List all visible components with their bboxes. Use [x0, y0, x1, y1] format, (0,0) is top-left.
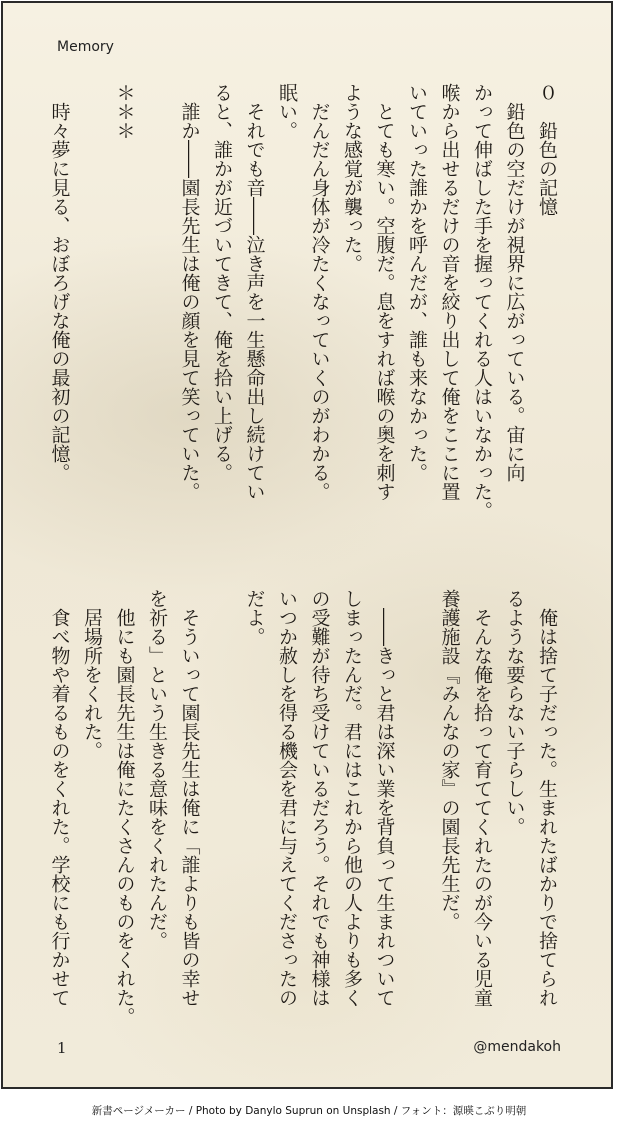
credit-line: 新書ページメーカー / Photo by Danylo Suprun on Unsplash / フォント：源暎こぶり明朝: [91, 1105, 527, 1117]
book-page: [1, 1, 613, 1089]
page-header-title: Memory: [57, 39, 114, 55]
vertical-text-block-upper: ０ 鉛色の記憶 鉛色の空だけが視界に広がっている。宙に向 かって伸ばした手を握ってくれる人はいなかった。 喉から出せるだけの音を絞り出して俺をここに置 いていった誰かを呼んだが、誰も来なかった。 とても寒い。空腹だ。息をすれば喉の奥を刺す ような感覚が襲った。 だんだん身体が冷たくなっていくのがわかる。 眠い。 それでも音――泣き声を一生懸命出し続けてい ると、誰かが近づいてきて、俺を拾い上げる。 誰か――園長先生は俺の顔を見て笑っていた。 ＊＊＊ 時々夢に見る、おぼろげな俺の最初の記憶。: [48, 83, 558, 520]
author-handle: @mendakoh: [473, 1039, 561, 1055]
page-number: 1: [57, 1039, 67, 1057]
vertical-text-block-lower: 俺は捨て子だった。生まれたばかりで捨てられ るような要らない子らしい。 そんな俺を拾って育ててくれたのが今いる児童 養護施設『みんなの家』の園長先生だ。 ――きっと君は深い業を背負って生まれついて しまったんだ。君にはこれから他の人よりも多く の受難が待ち受けているだろう。それでも神様は いつか赦しを得る機会を君に与えてくださったの だよ。 そういって園長先生は俺に「誰よりも皆の幸せ を祈る」という生きる意味をくれたんだ。 他にも園長先生は俺にたくさんのものをくれた。 居場所をくれた。 食べ物や着るものをくれた。学校にも行かせて: [48, 589, 558, 1026]
